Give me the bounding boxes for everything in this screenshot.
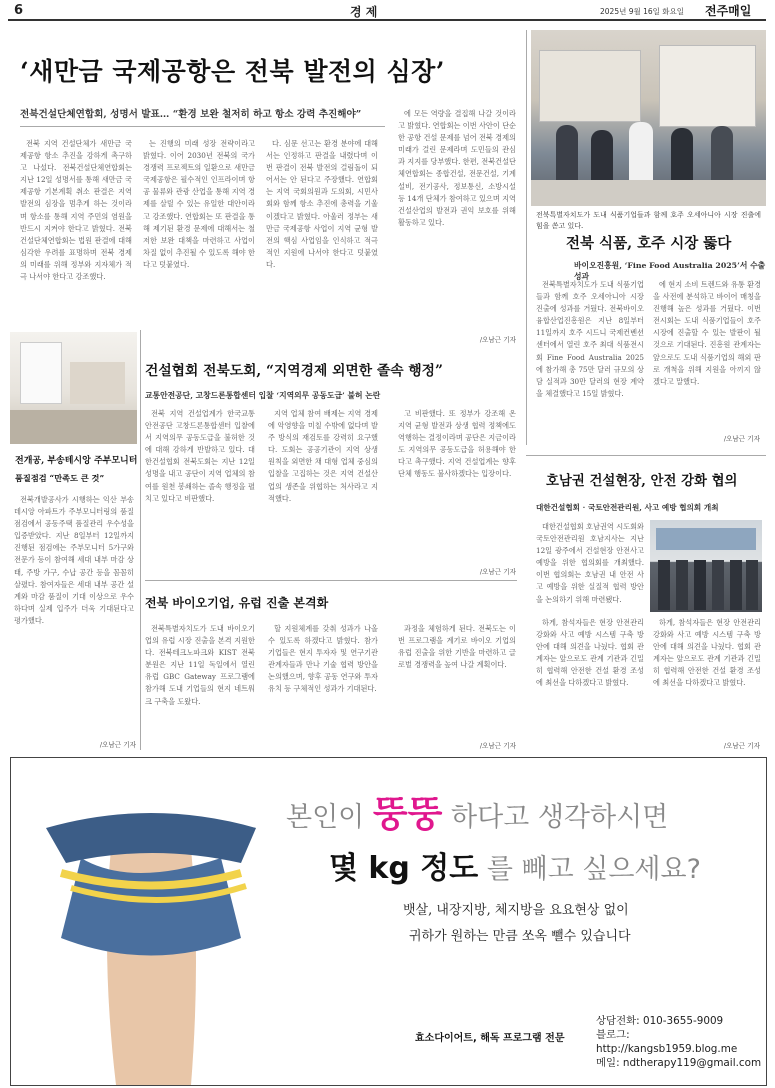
apartment-body: 전북개발공사가 시행하는 익산 부송데시앙 아파트가 주부모니터링의 품질 점검에서 공동주택 품질관리 우수성을 입증받았다. 지난 8일부터 12일까지 진행된 점검에는 주부모니터 5가구와 전문가 등이 참여해 세대 내부 마감 상태, 주방 가구, 수납 공간 등을 꼼꼼히 살폈다. 참여자들은 세대 내부 공간 설계와 마감 품질이 기대 이상으로 우수하다며 실제 입주가 더욱 기대된다고 평가했다. [14, 495, 134, 625]
bio-headline: 전북 바이오기업, 유럽 진출 본격화 [145, 596, 329, 610]
association-column-1: 전북 지역 건설업계가 한국교통안전공단 고창드론통합센터 입찰에서 지역의무 공동도급을 불허한 것에 대해 강하게 반발하고 있다. 대한건설협회 전북도회는 지난 12일 성명을 내고 공단이 지역 업체의 참여를 원천 봉쇄하는 졸속 행정을 펼치고 있다고 비판했다. [145, 409, 255, 503]
bio-column-2: 할 지원체계를 갖춰 성과가 나올 수 있도록 하겠다고 밝혔다. 참가 기업들은 현지 투자자 및 연구기관 관계자들과 만나 기술 협력 방안을 논의했으며, 향후 공동 연구와 투자 유치 등 구체적인 성과가 기대된다. [268, 624, 378, 694]
bio-byline: /오남근 기자 [479, 742, 516, 750]
apartment-interior-photo [10, 332, 137, 444]
tape-measure-illustration [41, 788, 271, 1085]
ad-line-1: 본인이 뚱뚱 하다고 생각하시면 [286, 794, 669, 835]
lead-column-4: 에 모든 역량을 결집해 나갈 것이라고 밝혔다. 연합회는 이번 사안이 단순한 공항 건설 문제를 넘어 전북 경제의 미래가 걸린 문제라며 도민들의 관심과 지지를 당부했다. 한편, 전북건설단체연합회는 종합건설, 전문건설, 기계설비, 전기공사, 정보통신, 소방시설 등 14개 단체가 참여하고 있으며 지역 건설산업의 발전과 권익 보호를 위해 활동하고 있다. [398, 109, 516, 227]
food-photo-caption: 전북특별자치도가 도내 식품기업들과 함께 호주 오세아니아 시장 진출에 힘을 쏟고 있다. [536, 211, 761, 230]
lead-column-1: 전북 지역 건설단체가 새만금 국제공항 항소 추진을 강하게 촉구하고 나섰다. 전북건설단체연합회는 지난 12일 성명서를 통해 새만금 국제공항 기본계획 취소 판결은 지역 발전의 심장을 멈추게 하는 것이라며 항소를 통해 지역 주민의 염원을 반드시 지켜야 한다고 밝혔다. 전북건설단체연합회는 법원 판결에 대해 심각한 우려를 표명하며 전북 경제의 미래를 위해 정부와 지자체가 적극 나서야 한다고 강조했다. [20, 139, 132, 282]
header-rule [8, 19, 766, 21]
food-byline: /오남근 기자 [723, 435, 760, 443]
association-column-2: 지역 업체 참여 배제는 지역 경제에 악영향을 미칠 수밖에 없다며 발주 방식의 재검토를 강력히 요구했다. 도회는 공공기관이 지역 상생 원칙을 외면한 채 대형 업체 중심의 입찰을 고집하는 것은 지역 건설산업의 생존을 위협하는 처사라고 지적했다. [268, 409, 378, 503]
bio-column-3: 과정을 체험하게 된다. 전북도는 이번 프로그램을 계기로 바이오 기업의 유럽 진출을 위한 기반을 마련하고 글로벌 경쟁력을 높여 나갈 계획이다. [398, 624, 516, 670]
ad-sub-1: 뱃살, 내장지방, 체지방을 요요현상 없이 [403, 903, 629, 918]
lead-column-3: 다. 심문 선고는 환경 분야에 대해서는 인정하고 판결을 내렸다며 이번 판결이 전북 발전의 걸림돌이 되어서는 안 된다고 주장했다. 연합회는 지역 국회의원과 도의회, 시민사회와 함께 항소 추진에 총력을 기울이겠다고 밝혔다. 아울러 정부는 새만금 국제공항 사업이 지역 균형 발전의 핵심 사업임을 인식하고 적극적인 지원에 나서야 한다고 덧붙였다. [266, 139, 378, 269]
association-byline: /오남근 기자 [479, 568, 516, 576]
ad-phone: 상담전화: 010-3655-9009 [596, 1015, 724, 1027]
ad-email: 메일: ndtherapy119@gmail.com [596, 1057, 762, 1069]
safety-column-1a: 대한건설협회 호남권역 시도회와 국토안전관리원 호남지사는 지난 12일 광주에서 건설현장 안전사고 예방을 위한 협의회를 개최했다. 이번 협의회는 호남권 내 안전 사고 예방을 위한 실질적 협력 방안을 논의하기 위해 마련됐다. [536, 522, 644, 604]
ad-sub-2: 귀하가 원하는 만큼 쏘옥 뺄수 있습니다 [409, 929, 631, 944]
bio-column-1: 전북특별자치도가 도내 바이오기업의 유럽 시장 진출을 본격 지원한다. 전북테크노파크와 KIST 전북분원은 지난 11일 독일에서 열린 유럽 GBC Gateway 프로그램에 참가해 도내 기업들의 현지 네트워크 구축을 도왔다. [145, 624, 255, 706]
lead-byline: /오남근 기자 [479, 336, 516, 344]
food-column-2: 에 현지 소비 트렌드와 유통 환경을 사전에 분석하고 바이어 매칭을 진행해 높은 성과를 거뒀다. 이번 전시회는 도내 식품기업들이 호주 시장에 진출할 수 있는 발판이 될 것으로 기대된다. 진흥원 관계자는 앞으로도 도내 식품기업의 해외 판로 개척을 위해 지원을 아끼지 않겠다고 말했다. [653, 280, 761, 386]
paper-name: 전주매일 [705, 4, 752, 18]
food-column-1: 전북특별자치도가 도내 식품기업들과 함께 호주 오세아니아 시장 진출에 성과를 거뒀다. 전북바이오융합산업진흥원은 지난 8일부터 11일까지 호주 시드니 국제컨벤션센터에서 열린 호주 최대 식품전시회 Fine Food Australia 2025에 참가해 총 75만 달러 규모의 상담 실적과 30만 달러의 현장 계약을 체결했다고 15일 밝혔다. [536, 280, 644, 398]
safety-subhead: 대한건설협회 · 국토안전관리원, 사고 예방 협의회 개최 [536, 503, 719, 512]
apartment-byline: /오남근 기자 [99, 741, 136, 749]
ad-line-2: 몇 kg 정도 를 빼고 싶으세요? [329, 851, 701, 886]
safety-column-1b: 하게, 참석자들은 현장 안전관리 강화와 사고 예방 시스템 구축 방안에 대해 의견을 나눴다. 협회 관계자는 앞으로도 관계 기관과 긴밀히 협력해 안전한 건설 환경 조성에 최선을 다하겠다고 밝혔다. [536, 618, 644, 688]
apartment-subhead: 품질점검 “만족도 큰 것” [15, 473, 105, 483]
apartment-headline: 전개공, 부송테시앙 주부모니터 [15, 456, 138, 466]
safety-column-2: 하게, 참석자들은 현장 안전관리 강화와 사고 예방 시스템 구축 방안에 대해 의견을 나눴다. 협회 관계자는 앞으로도 관계 기관과 긴밀히 협력해 안전한 건설 환경 조성에 최선을 다하겠다고 밝혔다. [653, 618, 761, 688]
association-subhead: 교통안전공단, 고창드론통합센터 입찰 ‘지역의무 공동도급’ 불허 논란 [145, 391, 381, 400]
safety-headline: 호남권 건설현장, 안전 강화 협의 [546, 473, 738, 489]
lead-subhead: 전북건설단체연합회, 성명서 발표… “환경 보완 철저히 하고 항소 강력 추진해야” [20, 109, 362, 120]
food-subhead: 바이오진흥원, ‘Fine Food Australia 2025’서 수출 성과 [574, 261, 766, 281]
food-headline: 전북 식품, 호주 시장 뚫다 [566, 235, 732, 252]
food-expo-photo [531, 30, 766, 206]
diet-advertisement [10, 757, 767, 1086]
issue-date: 2025년 9월 16일 화요일 [600, 7, 685, 16]
ad-blog: 블로그: http://kangsb1959.blog.me [596, 1029, 738, 1055]
safety-byline: /오남근 기자 [723, 742, 760, 750]
association-headline: 건설협회 전북도회, “지역경제 외면한 졸속 행정” [145, 363, 443, 379]
lead-headline: ‘새만금 국제공항은 전북 발전의 심장’ [20, 57, 445, 86]
section-label: 경 제 [350, 5, 378, 19]
page-number: 6 [14, 3, 24, 18]
association-column-3: 고 비판했다. 또 정부가 강조해 온 지역 균형 발전과 상생 협력 정책에도 역행하는 결정이라며 공단은 지금이라도 지역의무 공동도급을 허용해야 한다고 촉구했다. 지역 건설업계는 향후 단체 행동도 불사하겠다는 입장이다. [398, 409, 516, 479]
lead-column-2: 는 진행의 미래 성장 전략이라고 밝혔다. 이어 2030년 전북의 국가경쟁력 프로젝트의 일환으로 새만금 국제공항은 필수적인 인프라이며 항공 물류와 관광 산업을 통해 지역 경제를 살릴 수 있는 유일한 대안이라고 강조했다. 연합회는 또 판결을 통해 제기된 환경 문제에 대해서는 철저한 보완 대책을 마련하고 사업이 차질 없이 추진될 수 있도록 해야 한다고 덧붙였다. [143, 139, 255, 269]
ad-brand: 효소다이어트, 해독 프로그램 전문 [415, 1033, 565, 1044]
ad-contact [596, 1014, 766, 1070]
safety-meeting-photo [650, 520, 762, 612]
